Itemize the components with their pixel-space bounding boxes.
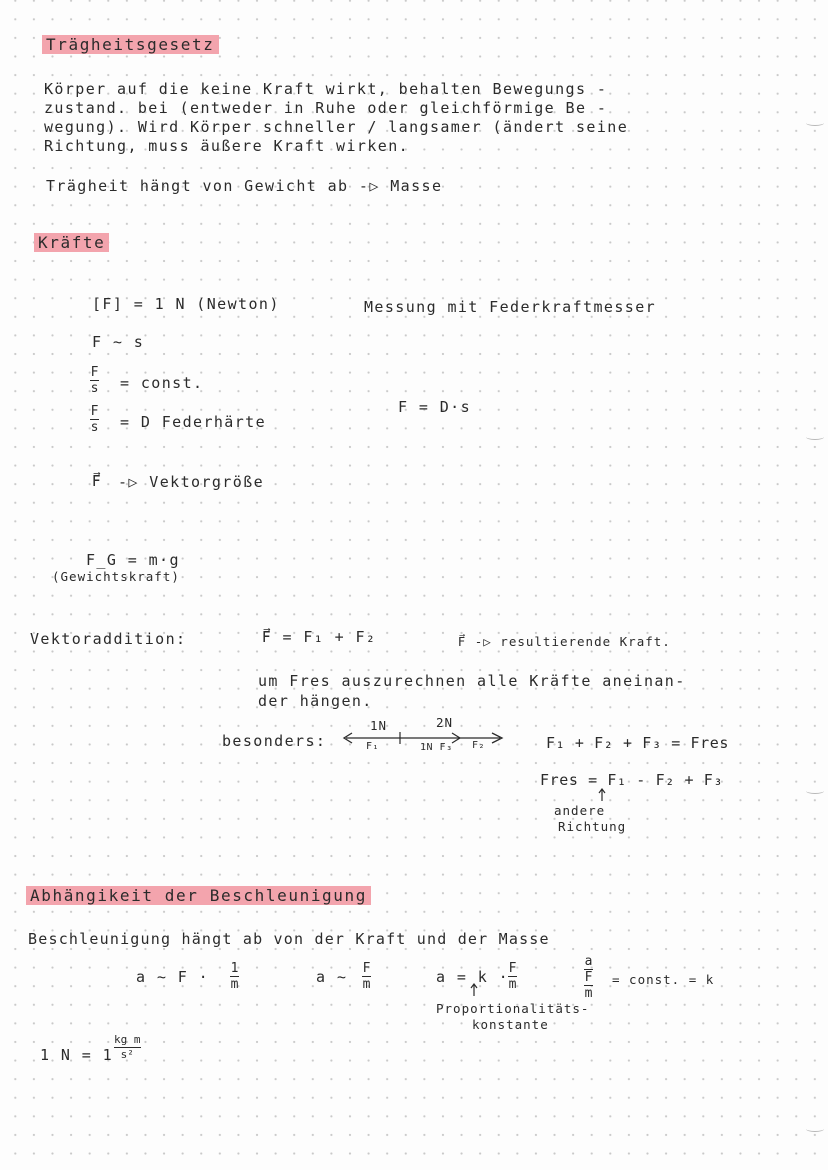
fraction-f-m: F m xyxy=(362,961,371,992)
fraction-f-s: F s xyxy=(90,404,99,435)
text-line: der hängen. xyxy=(258,692,373,710)
resultant-label: F⃗ -▷ resultierende Kraft. xyxy=(458,634,671,649)
weight-label: (Gewichtskraft) xyxy=(52,569,180,584)
arrow-label-f3: 1N F₃ xyxy=(420,742,453,753)
fraction-f-s: F s xyxy=(90,365,99,396)
prop-label: Proportionalitäts- xyxy=(436,1001,590,1016)
heading-kraefte: Kräfte xyxy=(34,233,109,252)
vector-symbol: F⃗ xyxy=(92,472,103,490)
spring-line: = D Federhärte xyxy=(120,413,267,431)
up-arrow-icon xyxy=(470,983,480,997)
formula-a-prop: a ∼ F · xyxy=(136,968,210,986)
arrow-label-2n: 2N xyxy=(436,715,454,730)
text-line: Richtung, muss äußere Kraft wirken. xyxy=(44,137,410,155)
heading-traegheitsgesetz: Trägheitsgesetz xyxy=(42,35,219,54)
text-line: zustand. bei (entweder in Ruhe oder gleichförmige Be - xyxy=(44,99,608,117)
inertia-line: Trägheit hängt von Gewicht ab -▷ Masse xyxy=(46,177,443,195)
proportional-line: F ∼ s xyxy=(92,333,145,351)
page-edge-mark xyxy=(806,434,824,440)
vector-addition-label: Vektoraddition: xyxy=(30,630,187,648)
note-line: Richtung xyxy=(558,819,627,834)
arrow-label-f1: F₁ xyxy=(366,741,380,752)
page-edge-mark xyxy=(806,788,824,794)
newton-formula: 1 N = 1 xyxy=(40,1046,114,1064)
fres-formula: Fres = F₁ - F₂ + F₃ xyxy=(540,771,723,789)
text-line: Körper auf die keine Kraft wirkt, behalten Bewegungs - xyxy=(44,80,608,98)
acceleration-line: Beschleunigung hängt ab von der Kraft und der Masse xyxy=(28,930,550,948)
page-edge-mark xyxy=(806,1126,824,1132)
text-line: wegung). Wird Körper schneller / langsamer (ändert seine xyxy=(44,118,629,136)
formula-a-prop-2: a ∼ xyxy=(316,968,348,986)
vector-line: -▷ Vektorgröße xyxy=(118,473,265,491)
const-line: = const. xyxy=(120,374,204,392)
formula-a-k: a = k · xyxy=(436,968,510,986)
page-edge-mark xyxy=(806,120,824,126)
fraction-a-f-m: a $\frac{F}{m}$ xyxy=(584,954,593,1001)
note-line: andere xyxy=(554,803,606,818)
fraction-1-m: 1 m xyxy=(230,961,239,992)
arrow-label-1n: 1N xyxy=(370,718,388,733)
const-k: = const. = k xyxy=(612,972,715,987)
heading-beschleunigung: Abhängikeit der Beschleunigung xyxy=(26,886,371,905)
hooke-law: F = D·s xyxy=(398,398,472,416)
besonders-label: besonders: xyxy=(222,732,327,750)
up-arrow-icon xyxy=(598,788,608,802)
prop-label: konstante xyxy=(472,1017,549,1032)
weight-formula: F_G = m·g xyxy=(86,551,180,569)
text-line: um Fres auszurechnen alle Kräfte aneinan- xyxy=(258,672,686,690)
vector-addition-formula: F⃗ = F₁ + F₂ xyxy=(262,628,377,646)
measurement-line: Messung mit Federkraftmesser xyxy=(364,298,657,316)
force-sum: F₁ + F₂ + F₃ = Fres xyxy=(546,734,729,752)
arrow-label-f2: F₂ xyxy=(472,740,486,751)
fraction-kgm-s2: kg m s² xyxy=(114,1033,141,1061)
unit-line: [F] = 1 N (Newton) xyxy=(92,295,280,313)
fraction-f-m: F m xyxy=(508,961,517,992)
